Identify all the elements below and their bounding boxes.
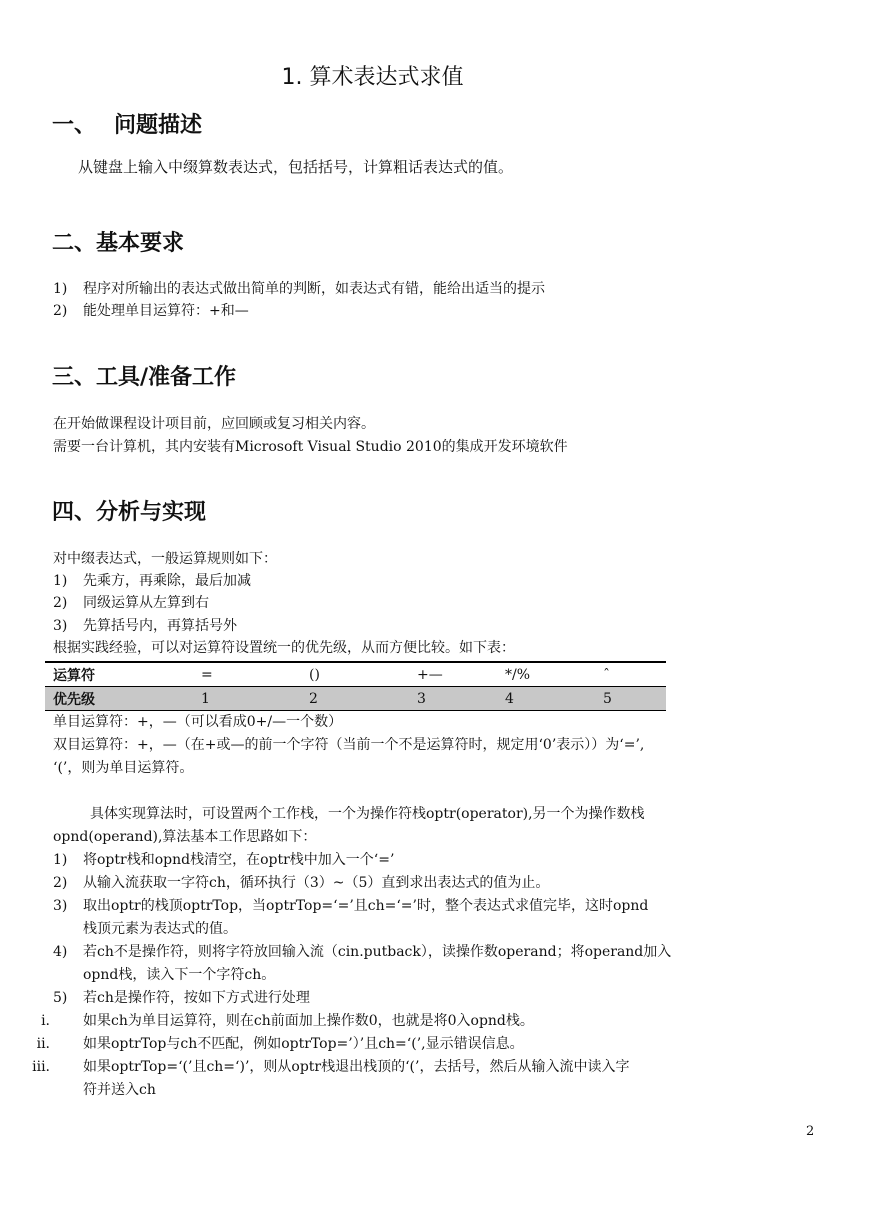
list-text: 同级运算从左算到右 — [83, 595, 209, 611]
list-item — [53, 941, 671, 963]
list-number: 2) — [53, 595, 68, 611]
list-item — [20, 1056, 629, 1078]
list-number: 3) — [53, 618, 68, 634]
list-item — [53, 895, 648, 917]
list-number: 4) — [53, 944, 68, 960]
list-item — [53, 615, 237, 637]
list-text: 若ch不是操作符，则将字符放回输入流（cin.putback），读操作数operand；将operand加入 — [83, 944, 672, 960]
table-cell: 3 — [409, 687, 497, 711]
page-number: 2 — [806, 1124, 815, 1139]
list-text-continued: 栈顶元素为表达式的值。 — [83, 921, 237, 937]
table-cell: () — [301, 662, 409, 687]
table-row — [45, 687, 666, 711]
list-text: 将optr栈和opnd栈清空，在optr栈中加入一个‘=’ — [83, 852, 395, 868]
paragraph-line: 双目运算符：+，—（在+或—的前一个字符（当前一个不是运算符时，规定用‘0’表示））为‘=’, — [53, 737, 645, 753]
list-text-continued: 符并送入ch — [83, 1082, 156, 1098]
section-heading-analysis: 四、分析与实现 — [52, 500, 207, 525]
list-item — [20, 1033, 524, 1055]
paragraph-line: 根据实践经验，可以对运算符设置统一的优先级，从而方便比较。如下表： — [53, 640, 515, 656]
list-text: 取出optr的栈顶optrTop，当optrTop=‘=’且ch=‘=’时，整个表达式求值完毕，这时opnd — [83, 898, 649, 914]
list-text-continued: opnd栈，读入下一个字符ch。 — [83, 967, 276, 983]
table-cell: 2 — [301, 687, 409, 711]
list-text: 能处理单目运算符：+和— — [83, 303, 249, 319]
table-cell: = — [193, 662, 301, 687]
section-number: 一、 — [52, 113, 97, 138]
table-cell: 1 — [193, 687, 301, 711]
list-text: 从输入流获取一字符ch，循环执行（3）~（5）直到求出表达式的值为止。 — [83, 875, 550, 891]
list-number: ii. — [36, 1036, 50, 1052]
table-header-cell: 优先级 — [45, 687, 193, 711]
list-text: 先算括号内，再算括号外 — [83, 618, 237, 634]
paragraph-line: 对中缀表达式，一般运算规则如下： — [53, 551, 277, 567]
list-number: 1) — [53, 281, 68, 297]
list-number: 5) — [53, 990, 68, 1006]
list-text: 程序对所输出的表达式做出简单的判断，如表达式有错，能给出适当的提示 — [83, 281, 545, 297]
paragraph-line: opnd(operand),算法基本工作思路如下： — [53, 829, 317, 845]
list-number: iii. — [32, 1059, 50, 1075]
section-heading-problem — [52, 108, 202, 139]
list-number: 3) — [53, 898, 68, 914]
list-item — [20, 1010, 534, 1032]
paragraph-line: 需要一台计算机，其内安装有Microsoft Visual Studio 2010的集成开发环境软件 — [53, 439, 568, 455]
table-row — [45, 662, 666, 687]
list-text: 如果optrTop=‘(’且ch=‘)’，则从optr栈退出栈顶的‘(’，去括号，然后从输入流中读入字 — [83, 1059, 630, 1075]
list-text: 如果ch为单目运算符，则在ch前面加上操作数0，也就是将0入opnd栈。 — [83, 1013, 534, 1029]
priority-table — [45, 661, 666, 711]
list-item — [53, 278, 545, 300]
problem-text: 从键盘上输入中缀算数表达式，包括括号，计算粗话表达式的值。 — [78, 158, 514, 176]
list-number: 2) — [53, 303, 68, 319]
list-number: 2) — [53, 875, 68, 891]
list-item — [53, 987, 310, 1009]
table-cell: 5 — [595, 687, 666, 711]
table-cell: ˆ — [595, 662, 666, 687]
page-title: 1. 算术表达式求值 — [281, 65, 464, 90]
table-cell: */% — [497, 662, 595, 687]
list-number: 1) — [53, 573, 68, 589]
list-text: 若ch是操作符，按如下方式进行处理 — [83, 990, 310, 1006]
list-item — [53, 592, 209, 614]
list-item — [53, 849, 394, 871]
table-header-cell: 运算符 — [45, 662, 193, 687]
paragraph-line: 具体实现算法时，可设置两个工作栈，一个为操作符栈optr(operator),另一个为操作数栈 — [90, 806, 645, 822]
list-number: i. — [41, 1013, 50, 1029]
table-cell: +— — [409, 662, 497, 687]
list-item — [53, 300, 249, 322]
section-heading-tools: 三、工具/准备工作 — [52, 365, 237, 390]
paragraph-line: ‘(’，则为单目运算符。 — [53, 760, 194, 776]
list-number: 1) — [53, 852, 68, 868]
section-title: 问题描述 — [114, 113, 203, 138]
table-cell: 4 — [497, 687, 595, 711]
list-item — [53, 872, 549, 894]
section-heading-requirements: 二、基本要求 — [52, 231, 185, 256]
list-text: 如果optrTop与ch不匹配，例如optrTop=’）’且ch=‘(’,显示错误信息。 — [83, 1036, 524, 1052]
paragraph-line: 在开始做课程设计项目前，应回顾或复习相关内容。 — [53, 416, 375, 432]
paragraph-line: 单目运算符：+，—（可以看成0+/—一个数） — [53, 714, 343, 730]
list-text: 先乘方，再乘除，最后加减 — [83, 573, 251, 589]
list-item — [53, 570, 251, 592]
